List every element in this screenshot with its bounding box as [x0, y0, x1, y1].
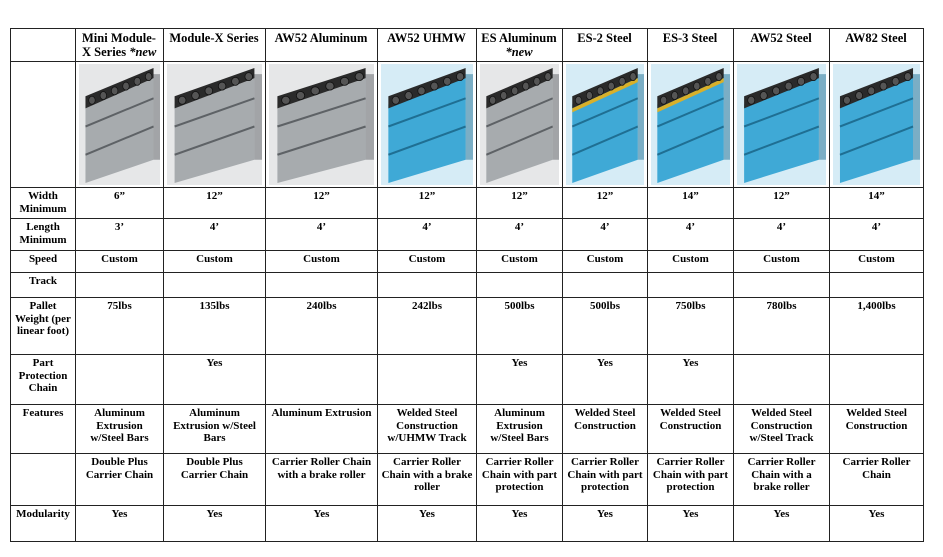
spec-row [11, 506, 924, 542]
spec-value: 4’ [378, 219, 477, 251]
spec-value: Aluminum Extrusion [266, 405, 378, 454]
spec-row [11, 188, 924, 219]
spec-value [164, 273, 266, 298]
spec-value: Custom [734, 251, 830, 273]
spec-row [11, 405, 924, 454]
spec-value: 12” [734, 188, 830, 219]
spec-value: Yes [164, 506, 266, 542]
product-image-cell [648, 62, 734, 188]
spec-row [11, 251, 924, 273]
spec-value: Custom [830, 251, 924, 273]
spec-value: 500lbs [477, 298, 563, 355]
column-header [563, 29, 648, 62]
spec-value: 14” [830, 188, 924, 219]
spec-value: Yes [563, 506, 648, 542]
spec-value: 12” [477, 188, 563, 219]
es-aluminum-conveyor-image [480, 64, 559, 185]
aw52-aluminum-conveyor-image [269, 64, 374, 185]
spec-value: Double Plus Carrier Chain [164, 454, 266, 506]
spec-value [734, 355, 830, 405]
spec-row [11, 298, 924, 355]
spec-value: 500lbs [563, 298, 648, 355]
column-name: ES-2 Steel [577, 31, 632, 45]
spec-value [76, 273, 164, 298]
aw52-uhmw-conveyor-image [381, 64, 473, 185]
spec-value: 4’ [563, 219, 648, 251]
spec-value: 135lbs [164, 298, 266, 355]
product-image-cell [266, 62, 378, 188]
spec-row [11, 454, 924, 506]
conveyor-spec-table [10, 28, 924, 542]
spec-value: 6” [76, 188, 164, 219]
spec-value: Welded Steel Construction [830, 405, 924, 454]
spec-value: Welded Steel Construction w/UHMW Track [378, 405, 477, 454]
spec-value: Yes [830, 506, 924, 542]
spec-value: Aluminum Extrusion w/Steel Bars [76, 405, 164, 454]
es-3-steel-conveyor-image [651, 64, 730, 185]
spec-value: Yes [266, 506, 378, 542]
spec-value: 4’ [734, 219, 830, 251]
spec-value: Yes [164, 355, 266, 405]
spec-row [11, 355, 924, 405]
column-name: ES-3 Steel [662, 31, 718, 45]
header-row [11, 29, 924, 62]
spec-value: Yes [477, 355, 563, 405]
spec-value: 750lbs [648, 298, 734, 355]
spec-value: Custom [164, 251, 266, 273]
spec-value: Carrier Roller Chain [830, 454, 924, 506]
spec-value [378, 273, 477, 298]
column-header [378, 29, 477, 62]
spec-value: Custom [378, 251, 477, 273]
spec-value [76, 355, 164, 405]
spec-value: Carrier Roller Chain with a brake roller [266, 454, 378, 506]
spec-value: Yes [648, 355, 734, 405]
spec-value: 240lbs [266, 298, 378, 355]
product-image-cell [830, 62, 924, 188]
new-tag: *new [129, 45, 157, 59]
row-label: Track [11, 273, 76, 298]
column-name: AW52 UHMW [387, 31, 466, 45]
product-image-cell [76, 62, 164, 188]
column-header [830, 29, 924, 62]
spec-value: Double Plus Carrier Chain [76, 454, 164, 506]
spec-value: Yes [378, 506, 477, 542]
spec-value: Yes [648, 506, 734, 542]
row-label: Modularity [11, 506, 76, 542]
column-header [164, 29, 266, 62]
spec-value: 12” [563, 188, 648, 219]
column-header [266, 29, 378, 62]
spec-value: Custom [76, 251, 164, 273]
spec-value [477, 273, 563, 298]
spec-value: Aluminum Extrusion w/Steel Bars [477, 405, 563, 454]
row-label [11, 454, 76, 506]
spec-value: Welded Steel Construction [563, 405, 648, 454]
spec-value: 12” [164, 188, 266, 219]
column-header [76, 29, 164, 62]
spec-value: Custom [266, 251, 378, 273]
spec-row [11, 273, 924, 298]
aw82-steel-conveyor-image [833, 64, 920, 185]
spec-value [648, 273, 734, 298]
spec-value: 14” [648, 188, 734, 219]
spec-value: Carrier Roller Chain with a brake roller [734, 454, 830, 506]
column-name: AW82 Steel [845, 31, 907, 45]
spec-value [830, 355, 924, 405]
column-header [477, 29, 563, 62]
spec-value: 4’ [830, 219, 924, 251]
spec-value: Aluminum Extrusion w/Steel Bars [164, 405, 266, 454]
spec-value: Carrier Roller Chain with part protection [648, 454, 734, 506]
column-name: Module-X Series [169, 31, 259, 45]
new-tag: *new [505, 45, 533, 59]
spec-value: Yes [477, 506, 563, 542]
spec-value: 12” [378, 188, 477, 219]
spec-value [378, 355, 477, 405]
column-header [648, 29, 734, 62]
row-label: Speed [11, 251, 76, 273]
spec-value: Welded Steel Construction w/Steel Track [734, 405, 830, 454]
module-x-conveyor-image [167, 64, 262, 185]
column-name: AW52 Steel [750, 31, 812, 45]
spec-value: Custom [563, 251, 648, 273]
spec-value: Custom [648, 251, 734, 273]
spec-value: 4’ [266, 219, 378, 251]
spec-value: 3’ [76, 219, 164, 251]
aw52-steel-conveyor-image [737, 64, 826, 185]
corner-cell [11, 29, 76, 62]
product-image-cell [477, 62, 563, 188]
product-image-cell [164, 62, 266, 188]
spec-value: Welded Steel Construction [648, 405, 734, 454]
spec-value: 12” [266, 188, 378, 219]
column-header [734, 29, 830, 62]
spec-value: 4’ [648, 219, 734, 251]
es-2-steel-conveyor-image [566, 64, 644, 185]
spec-rows [11, 188, 924, 542]
spec-value [266, 355, 378, 405]
spec-value: Yes [734, 506, 830, 542]
spec-value [563, 273, 648, 298]
mini-module-x-conveyor-image [79, 64, 160, 185]
row-label: Pallet Weight (per linear foot) [11, 298, 76, 355]
image-row [11, 62, 924, 188]
column-name: AW52 Aluminum [274, 31, 368, 45]
spec-value [830, 273, 924, 298]
column-name: ES Aluminum [481, 31, 557, 45]
product-image-cell [378, 62, 477, 188]
spec-value: 242lbs [378, 298, 477, 355]
spec-value: Yes [76, 506, 164, 542]
product-image-cell [563, 62, 648, 188]
spec-value: 4’ [164, 219, 266, 251]
row-label: Features [11, 405, 76, 454]
spec-value: 1,400lbs [830, 298, 924, 355]
spec-value: Carrier Roller Chain with part protection [477, 454, 563, 506]
row-label: Part Protection Chain [11, 355, 76, 405]
column-name: Mini Module-X Series [82, 31, 156, 59]
spec-row [11, 219, 924, 251]
spec-value [266, 273, 378, 298]
spec-value: 4’ [477, 219, 563, 251]
spec-value: Carrier Roller Chain with a brake roller [378, 454, 477, 506]
spec-value: 780lbs [734, 298, 830, 355]
row-label: Length Minimum [11, 219, 76, 251]
image-row-label [11, 62, 76, 188]
product-image-cell [734, 62, 830, 188]
spec-value: 75lbs [76, 298, 164, 355]
row-label: Width Minimum [11, 188, 76, 219]
spec-value: Custom [477, 251, 563, 273]
spec-value: Yes [563, 355, 648, 405]
spec-value [734, 273, 830, 298]
spec-value: Carrier Roller Chain with part protection [563, 454, 648, 506]
